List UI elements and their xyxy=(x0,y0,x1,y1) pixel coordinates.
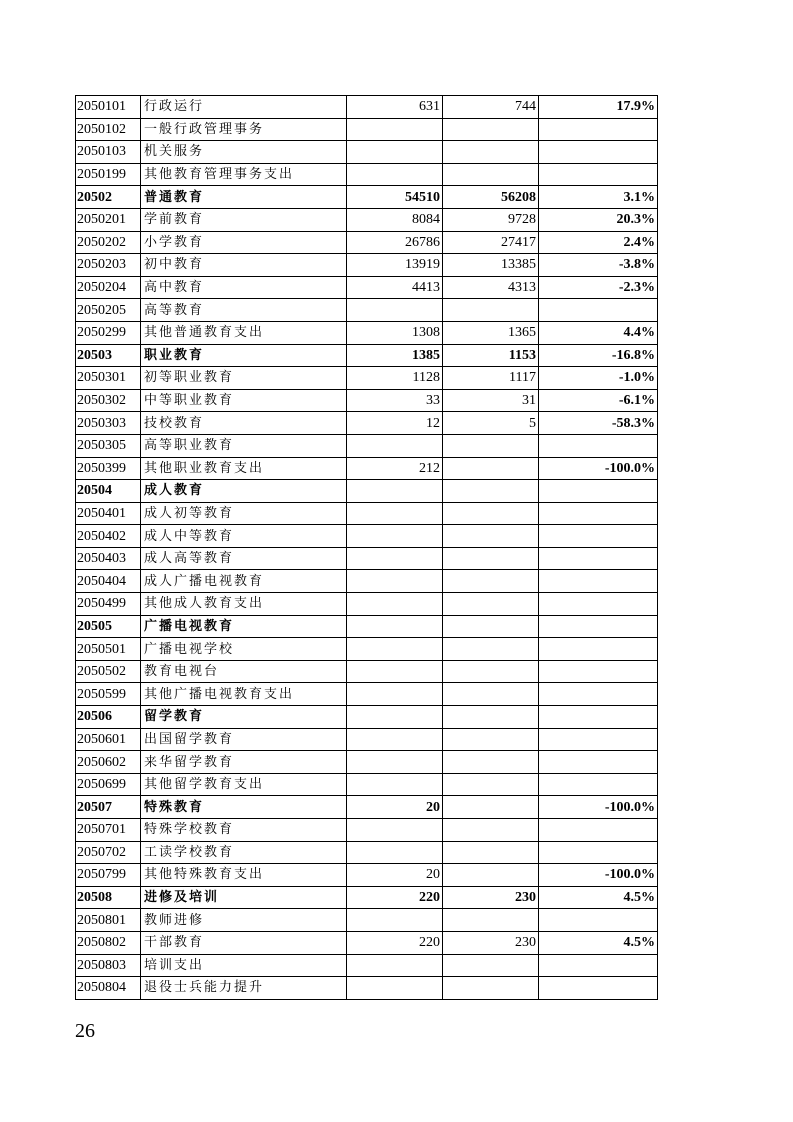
row-value-prev: 12 xyxy=(347,412,443,435)
row-value-curr xyxy=(443,118,539,141)
row-change-pct: -3.8% xyxy=(539,254,658,277)
row-change-pct xyxy=(539,434,658,457)
row-change-pct: 2.4% xyxy=(539,231,658,254)
row-value-prev xyxy=(347,841,443,864)
row-value-prev: 13919 xyxy=(347,254,443,277)
row-value-curr xyxy=(443,751,539,774)
row-name: 其他特殊教育支出 xyxy=(141,864,347,887)
page-number: 26 xyxy=(75,1020,95,1042)
row-code: 2050701 xyxy=(76,819,141,842)
row-name: 进修及培训 xyxy=(141,886,347,909)
row-change-pct: 17.9% xyxy=(539,96,658,119)
row-value-prev xyxy=(347,480,443,503)
row-value-curr: 1117 xyxy=(443,367,539,390)
row-code: 20505 xyxy=(76,615,141,638)
row-value-curr: 13385 xyxy=(443,254,539,277)
row-name: 初中教育 xyxy=(141,254,347,277)
row-code: 2050204 xyxy=(76,276,141,299)
row-code: 2050599 xyxy=(76,683,141,706)
row-name: 高等教育 xyxy=(141,299,347,322)
row-code: 2050802 xyxy=(76,931,141,954)
row-change-pct xyxy=(539,909,658,932)
row-code: 2050102 xyxy=(76,118,141,141)
row-name: 技校教育 xyxy=(141,412,347,435)
table-row xyxy=(76,321,658,344)
row-value-curr xyxy=(443,909,539,932)
row-code: 2050303 xyxy=(76,412,141,435)
row-value-curr xyxy=(443,480,539,503)
row-code: 2050799 xyxy=(76,864,141,887)
row-value-curr xyxy=(443,683,539,706)
table-row xyxy=(76,502,658,525)
row-value-prev xyxy=(347,728,443,751)
row-change-pct xyxy=(539,525,658,548)
row-change-pct xyxy=(539,638,658,661)
table-row-category xyxy=(76,706,658,729)
row-name: 其他广播电视教育支出 xyxy=(141,683,347,706)
table-row xyxy=(76,931,658,954)
row-value-prev xyxy=(347,118,443,141)
row-value-curr xyxy=(443,841,539,864)
row-value-prev: 20 xyxy=(347,864,443,887)
row-name: 广播电视教育 xyxy=(141,615,347,638)
row-value-curr xyxy=(443,638,539,661)
row-change-pct xyxy=(539,163,658,186)
row-name: 初等职业教育 xyxy=(141,367,347,390)
row-value-prev: 212 xyxy=(347,457,443,480)
row-code: 2050502 xyxy=(76,660,141,683)
row-name: 其他普通教育支出 xyxy=(141,321,347,344)
row-name: 其他教育管理事务支出 xyxy=(141,163,347,186)
row-value-prev xyxy=(347,163,443,186)
row-change-pct xyxy=(539,299,658,322)
row-value-curr xyxy=(443,660,539,683)
row-value-curr xyxy=(443,728,539,751)
row-change-pct: 4.4% xyxy=(539,321,658,344)
row-code: 2050804 xyxy=(76,977,141,1000)
row-value-curr xyxy=(443,163,539,186)
row-change-pct: 20.3% xyxy=(539,208,658,231)
row-value-curr: 27417 xyxy=(443,231,539,254)
row-name: 行政运行 xyxy=(141,96,347,119)
row-value-prev: 1385 xyxy=(347,344,443,367)
table-row xyxy=(76,118,658,141)
row-change-pct xyxy=(539,819,658,842)
row-value-prev xyxy=(347,502,443,525)
row-value-prev xyxy=(347,773,443,796)
row-change-pct: -16.8% xyxy=(539,344,658,367)
row-value-prev xyxy=(347,909,443,932)
row-name: 一般行政管理事务 xyxy=(141,118,347,141)
row-code: 2050101 xyxy=(76,96,141,119)
table-row-category xyxy=(76,796,658,819)
row-code: 2050501 xyxy=(76,638,141,661)
row-value-curr: 9728 xyxy=(443,208,539,231)
table-row xyxy=(76,525,658,548)
row-value-curr: 4313 xyxy=(443,276,539,299)
row-value-curr xyxy=(443,525,539,548)
row-name: 成人教育 xyxy=(141,480,347,503)
table-row xyxy=(76,909,658,932)
table-row xyxy=(76,389,658,412)
row-code: 2050201 xyxy=(76,208,141,231)
row-code: 2050305 xyxy=(76,434,141,457)
row-code: 2050202 xyxy=(76,231,141,254)
row-name: 其他成人教育支出 xyxy=(141,593,347,616)
row-code: 20506 xyxy=(76,706,141,729)
row-change-pct xyxy=(539,593,658,616)
row-value-prev xyxy=(347,954,443,977)
row-value-prev: 33 xyxy=(347,389,443,412)
table-row xyxy=(76,751,658,774)
row-value-curr xyxy=(443,457,539,480)
row-change-pct xyxy=(539,954,658,977)
row-code: 20508 xyxy=(76,886,141,909)
table-row xyxy=(76,683,658,706)
row-value-prev xyxy=(347,615,443,638)
row-code: 2050801 xyxy=(76,909,141,932)
row-change-pct xyxy=(539,547,658,570)
row-name: 教育电视台 xyxy=(141,660,347,683)
row-code: 2050301 xyxy=(76,367,141,390)
row-value-curr xyxy=(443,864,539,887)
table-row xyxy=(76,864,658,887)
row-code: 20504 xyxy=(76,480,141,503)
row-value-prev: 1308 xyxy=(347,321,443,344)
table-row xyxy=(76,773,658,796)
row-value-curr: 31 xyxy=(443,389,539,412)
row-value-prev xyxy=(347,570,443,593)
row-value-curr: 230 xyxy=(443,886,539,909)
row-change-pct xyxy=(539,773,658,796)
table-row xyxy=(76,254,658,277)
row-value-curr xyxy=(443,977,539,1000)
row-name: 成人高等教育 xyxy=(141,547,347,570)
row-change-pct xyxy=(539,502,658,525)
row-change-pct: 3.1% xyxy=(539,186,658,209)
row-value-prev xyxy=(347,660,443,683)
table-row xyxy=(76,570,658,593)
row-name: 成人初等教育 xyxy=(141,502,347,525)
row-value-curr xyxy=(443,615,539,638)
row-code: 2050203 xyxy=(76,254,141,277)
row-value-curr: 1365 xyxy=(443,321,539,344)
row-change-pct: 4.5% xyxy=(539,931,658,954)
row-value-prev: 1128 xyxy=(347,367,443,390)
row-value-prev: 8084 xyxy=(347,208,443,231)
row-code: 2050699 xyxy=(76,773,141,796)
row-code: 20502 xyxy=(76,186,141,209)
row-name: 职业教育 xyxy=(141,344,347,367)
row-code: 2050702 xyxy=(76,841,141,864)
row-name: 干部教育 xyxy=(141,931,347,954)
row-value-curr xyxy=(443,299,539,322)
table-row-category xyxy=(76,480,658,503)
row-name: 特殊学校教育 xyxy=(141,819,347,842)
row-value-prev xyxy=(347,547,443,570)
table-row xyxy=(76,954,658,977)
row-name: 其他留学教育支出 xyxy=(141,773,347,796)
row-code: 2050199 xyxy=(76,163,141,186)
row-code: 2050103 xyxy=(76,141,141,164)
row-change-pct xyxy=(539,706,658,729)
row-name: 小学教育 xyxy=(141,231,347,254)
row-value-curr: 56208 xyxy=(443,186,539,209)
table-row xyxy=(76,841,658,864)
row-value-curr xyxy=(443,547,539,570)
row-change-pct xyxy=(539,751,658,774)
table-row-category xyxy=(76,615,658,638)
row-code: 2050499 xyxy=(76,593,141,616)
row-value-prev: 26786 xyxy=(347,231,443,254)
row-value-prev xyxy=(347,706,443,729)
row-value-prev: 631 xyxy=(347,96,443,119)
row-change-pct xyxy=(539,118,658,141)
table-row xyxy=(76,367,658,390)
row-value-curr: 230 xyxy=(443,931,539,954)
row-value-prev xyxy=(347,819,443,842)
row-value-prev xyxy=(347,751,443,774)
row-value-prev: 4413 xyxy=(347,276,443,299)
row-change-pct xyxy=(539,977,658,1000)
row-value-curr xyxy=(443,593,539,616)
table-row xyxy=(76,660,658,683)
row-change-pct: -1.0% xyxy=(539,367,658,390)
row-code: 2050399 xyxy=(76,457,141,480)
row-value-prev xyxy=(347,525,443,548)
row-change-pct xyxy=(539,615,658,638)
row-value-prev: 220 xyxy=(347,886,443,909)
row-value-prev xyxy=(347,593,443,616)
row-value-prev: 20 xyxy=(347,796,443,819)
row-name: 成人广播电视教育 xyxy=(141,570,347,593)
row-change-pct xyxy=(539,728,658,751)
row-change-pct xyxy=(539,480,658,503)
row-name: 留学教育 xyxy=(141,706,347,729)
row-change-pct: -100.0% xyxy=(539,457,658,480)
table-row xyxy=(76,141,658,164)
table-row xyxy=(76,457,658,480)
row-code: 2050299 xyxy=(76,321,141,344)
row-value-curr: 1153 xyxy=(443,344,539,367)
row-name: 广播电视学校 xyxy=(141,638,347,661)
row-change-pct: -58.3% xyxy=(539,412,658,435)
row-change-pct: -6.1% xyxy=(539,389,658,412)
row-value-curr xyxy=(443,819,539,842)
budget-table xyxy=(75,95,658,1000)
row-value-curr xyxy=(443,434,539,457)
row-value-prev xyxy=(347,683,443,706)
row-code: 2050302 xyxy=(76,389,141,412)
row-value-prev xyxy=(347,141,443,164)
row-code: 2050402 xyxy=(76,525,141,548)
row-value-curr: 744 xyxy=(443,96,539,119)
table-row xyxy=(76,977,658,1000)
row-change-pct xyxy=(539,683,658,706)
row-name: 机关服务 xyxy=(141,141,347,164)
table-row xyxy=(76,412,658,435)
table-row xyxy=(76,728,658,751)
table-row xyxy=(76,96,658,119)
row-name: 学前教育 xyxy=(141,208,347,231)
row-name: 其他职业教育支出 xyxy=(141,457,347,480)
row-value-prev xyxy=(347,299,443,322)
row-name: 出国留学教育 xyxy=(141,728,347,751)
row-code: 20503 xyxy=(76,344,141,367)
row-value-curr xyxy=(443,706,539,729)
row-value-prev: 220 xyxy=(347,931,443,954)
row-change-pct: 4.5% xyxy=(539,886,658,909)
row-code: 2050401 xyxy=(76,502,141,525)
table-row-category xyxy=(76,886,658,909)
row-name: 工读学校教育 xyxy=(141,841,347,864)
row-value-prev xyxy=(347,434,443,457)
row-change-pct: -2.3% xyxy=(539,276,658,299)
row-value-prev: 54510 xyxy=(347,186,443,209)
row-change-pct xyxy=(539,141,658,164)
table-row xyxy=(76,163,658,186)
table-row xyxy=(76,208,658,231)
row-name: 高等职业教育 xyxy=(141,434,347,457)
table-row xyxy=(76,819,658,842)
table-row xyxy=(76,547,658,570)
row-name: 教师进修 xyxy=(141,909,347,932)
row-value-curr xyxy=(443,502,539,525)
row-name: 成人中等教育 xyxy=(141,525,347,548)
row-name: 中等职业教育 xyxy=(141,389,347,412)
row-value-curr xyxy=(443,141,539,164)
row-value-curr xyxy=(443,773,539,796)
table-row xyxy=(76,638,658,661)
row-name: 培训支出 xyxy=(141,954,347,977)
row-name: 来华留学教育 xyxy=(141,751,347,774)
row-code: 20507 xyxy=(76,796,141,819)
row-change-pct xyxy=(539,660,658,683)
table-row xyxy=(76,276,658,299)
row-change-pct: -100.0% xyxy=(539,864,658,887)
row-name: 特殊教育 xyxy=(141,796,347,819)
row-code: 2050403 xyxy=(76,547,141,570)
table-row xyxy=(76,593,658,616)
row-value-curr xyxy=(443,570,539,593)
row-code: 2050205 xyxy=(76,299,141,322)
row-value-curr xyxy=(443,796,539,819)
table-row xyxy=(76,434,658,457)
row-value-curr: 5 xyxy=(443,412,539,435)
row-code: 2050602 xyxy=(76,751,141,774)
table-row-category xyxy=(76,186,658,209)
row-name: 高中教育 xyxy=(141,276,347,299)
row-code: 2050404 xyxy=(76,570,141,593)
table-row-category xyxy=(76,344,658,367)
row-change-pct xyxy=(539,841,658,864)
row-value-curr xyxy=(443,954,539,977)
table-row xyxy=(76,231,658,254)
row-value-prev xyxy=(347,638,443,661)
table-row xyxy=(76,299,658,322)
row-name: 退役士兵能力提升 xyxy=(141,977,347,1000)
row-name: 普通教育 xyxy=(141,186,347,209)
row-code: 2050601 xyxy=(76,728,141,751)
row-value-prev xyxy=(347,977,443,1000)
row-code: 2050803 xyxy=(76,954,141,977)
row-change-pct xyxy=(539,570,658,593)
row-change-pct: -100.0% xyxy=(539,796,658,819)
